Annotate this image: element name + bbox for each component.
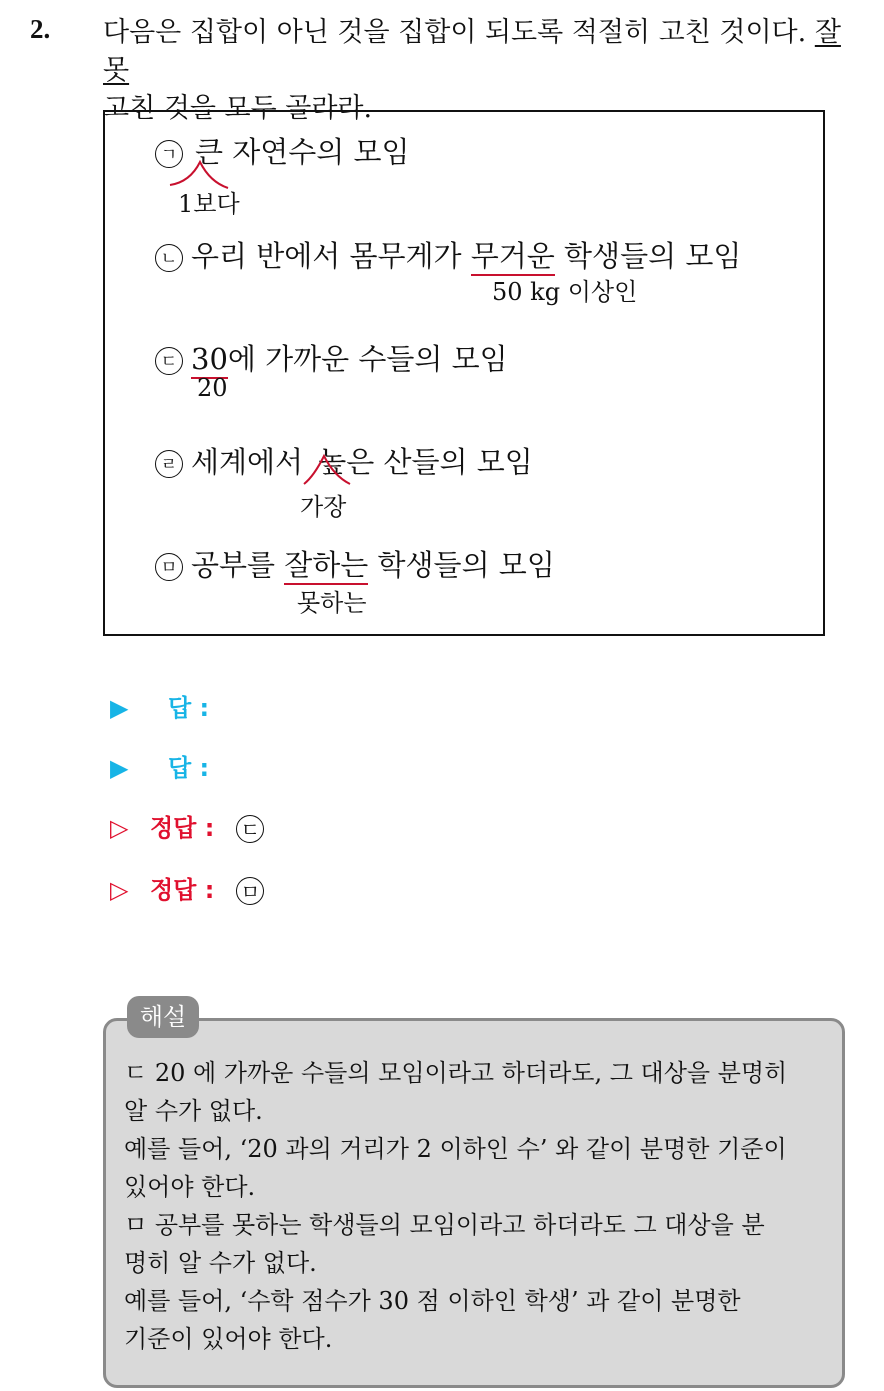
answer-label-3: 정답 :: [150, 814, 215, 842]
answer-label-1: 답 :: [168, 694, 210, 722]
answer-row-2: [110, 748, 209, 783]
item-b-text-after: 학생들의 모임: [554, 239, 742, 273]
item-d-correction: 가장: [300, 493, 347, 521]
answer-value-4: ㅁ: [236, 877, 264, 905]
question-line-1-text: 다음은 집합이 아닌 것을 집합이 되도록 적절히 고친 것이다.: [103, 17, 807, 48]
explanation-line: 알 수가 없다.: [124, 1097, 263, 1125]
item-b-text-before: 우리 반에서 몸무게가: [191, 239, 471, 273]
answer-row-3: [110, 808, 272, 843]
explanation-line: 있어야 한다.: [124, 1173, 256, 1201]
item-e-text-before: 공부를: [191, 548, 285, 582]
item-d-text-after: 높은 산들의 모임: [318, 445, 533, 479]
item-b: [155, 234, 741, 275]
outline-arrow-icon: ▷: [110, 876, 129, 904]
answer-label-4: 정답 :: [150, 876, 215, 904]
item-a-text: 큰 자연수의 모임: [195, 135, 410, 169]
explanation-line: 예를 들어, ‘20 과의 거리가 2 이하인 수’ 와 같이 분명한 기준이: [124, 1135, 787, 1163]
answer-label-2: 답 :: [168, 754, 210, 782]
explanation-tag: 해설: [127, 996, 199, 1038]
question-number: 2.: [30, 14, 51, 44]
explanation-line: 명히 알 수가 없다.: [124, 1249, 317, 1277]
explanation-line: 예를 들어, ‘수학 점수가 30 점 이하인 학생’ 과 같이 분명한: [124, 1287, 741, 1315]
outline-arrow-icon: ▷: [110, 814, 129, 842]
question-line-1: [103, 14, 863, 90]
item-e-text-after: 학생들의 모임: [368, 548, 555, 582]
item-c: [155, 337, 508, 378]
item-d-text-before: 세계에서: [191, 445, 313, 479]
insertion-caret-icon: [300, 452, 360, 488]
item-e-correction: 못하는: [297, 589, 367, 617]
answer-value-3: ㄷ: [236, 815, 264, 843]
explanation-line: 기준이 있어야 한다.: [124, 1325, 333, 1353]
play-arrow-icon: ▶: [110, 754, 129, 782]
explanation-line: ㅁ 공부를 못하는 학생들의 모임이라고 하더라도 그 대상을 분: [124, 1211, 765, 1239]
circle-mark-d: ㄹ: [155, 450, 183, 478]
explanation-text: [124, 1054, 824, 1358]
item-e-underlined: 잘하는: [284, 548, 368, 585]
answer-row-1: [110, 688, 209, 723]
explanation-line: ㄷ 20 에 가까운 수들의 모임이라고 하더라도, 그 대상을 분명히: [124, 1059, 788, 1087]
circle-mark-c: ㄷ: [155, 347, 183, 375]
circle-mark-a: ㄱ: [155, 140, 183, 168]
question-underlined-word: 잘못: [103, 17, 841, 86]
answer-row-4: [110, 870, 272, 905]
circle-mark-e: ㅁ: [155, 553, 183, 581]
item-b-underlined: 무거운: [471, 239, 555, 276]
circle-mark-b: ㄴ: [155, 244, 183, 272]
item-a-correction: 1보다: [178, 190, 240, 218]
item-e: [155, 543, 555, 584]
item-c-text-after: 에 가까운 수들의 모임: [227, 342, 508, 376]
question-line-2: 고친 것을 모두 골라라.: [103, 93, 373, 124]
item-b-correction: 50 kg 이상인: [492, 278, 638, 306]
item-c-correction: 20: [197, 374, 228, 402]
play-arrow-icon: ▶: [110, 694, 129, 722]
item-c-underlined: 30: [191, 342, 228, 379]
